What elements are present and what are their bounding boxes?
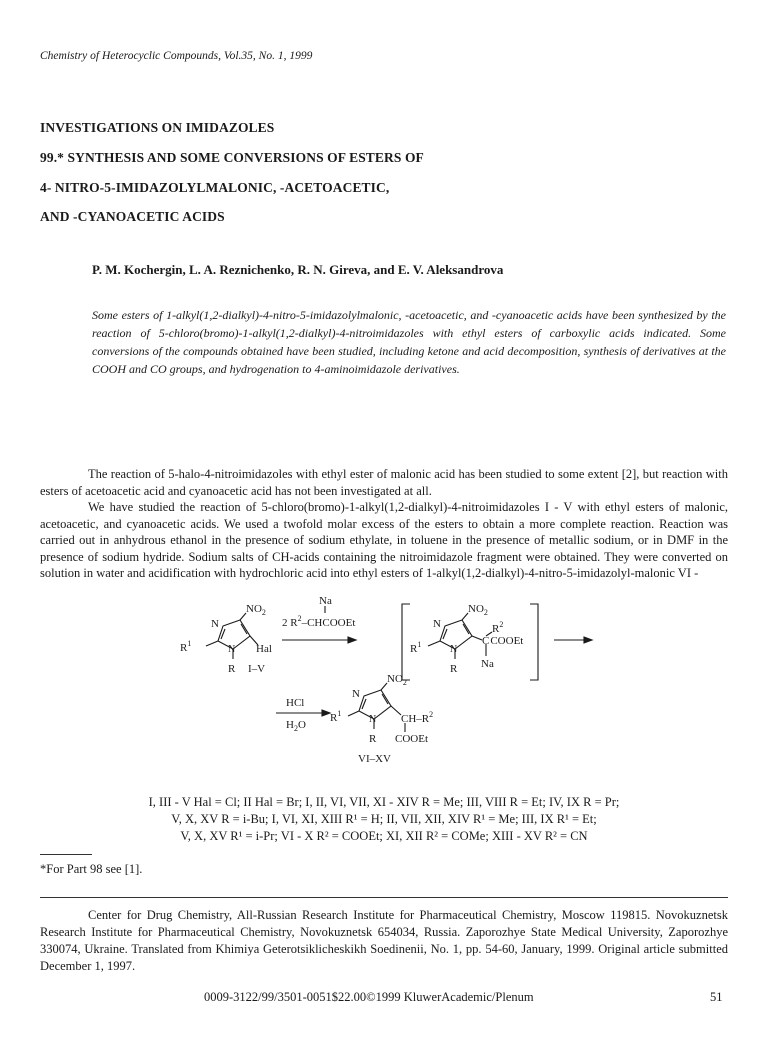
- scheme-legend-line-1: I, III - V Hal = Cl; II Hal = Br; I, II, VI, VII, XI - XIV R = Me; III, VIII R = Et; IV, IX R = Pr;: [148, 795, 620, 809]
- nitro-label: $NO_2$: [468, 603, 488, 617]
- title-line-3: 4- NITRO-5-IMIDAZOLYLMALONIC, -ACETOACETIC,: [40, 180, 390, 195]
- r1-label: $R^1$: [330, 709, 342, 724]
- product-cooet-label: COOEt: [395, 733, 428, 745]
- nitro-label: $NO_2$: [246, 603, 266, 617]
- scheme-legend-line-3: V, X, XV R¹ = i-Pr; VI - X R² = COOEt; XI, XII R² = COMe; XIII - XV R² = CN: [180, 829, 588, 843]
- r-label: R: [450, 663, 458, 675]
- bracket-left: [402, 604, 410, 680]
- r1-label: $R^1$: [180, 639, 192, 654]
- copyright-line: 0009-3122/99/3501-0051$22.00©1999 KluwerAcademic/Plenum: [204, 990, 534, 1004]
- sodium-label: Na: [481, 658, 494, 670]
- footnote: *For Part 98 see [1].: [40, 862, 143, 876]
- r1-label: $R^1$: [410, 640, 422, 655]
- scheme-legend-line-2: V, X, XV R = i-Bu; I, VI, XI, XIII R¹ = H; II, VII, XII, XIV R¹ = Me; III, IX R¹ = Et;: [171, 812, 597, 826]
- reagent-label: 2 $R^2$–CHCOOEt: [282, 614, 356, 629]
- affiliation-divider: [40, 897, 728, 898]
- r-label: R: [369, 733, 377, 745]
- paragraph-text: The reaction of 5-halo-4-nitroimidazoles with ethyl ester of malonic acid has been studied to some extent [2], but reaction with esters of acetoacetic acid and cyanoacetic acid has not been investigated at all.: [40, 467, 728, 498]
- reaction-scheme: [170, 596, 600, 776]
- ring-n-label: N: [433, 618, 441, 630]
- journal-header: Chemistry of Heterocyclic Compounds, Vol.35, No. 1, 1999: [40, 50, 313, 62]
- paragraph-text: We have studied the reaction of 5-chloro(bromo)-1-alkyl(1,2-dialkyl)-4-nitroimidazoles I - V with ethyl esters of malonic, acetoacetic, and cyanoacetic acids. We used a twofold molar excess of the esters to obtain a more complete reaction. Reaction was carried out in anhydrous ethanol in the presence of sodium ethylate, in toluene in the presence of metallic sodium, or in DMF in the presence of sodium hydride. Sodium salts of CH-acids containing the nitroimidazole fragment were obtained. They were converted on solution in water and acidification with hydrochloric acid into ethyl esters of 1-alkyl(1,2-dialkyl)-4-nitro-5-imidazolyl-malonic VI -: [40, 500, 728, 580]
- abstract: Some esters of 1-alkyl(1,2-dialkyl)-4-nitro-5-imidazolylmalonic, -acetoacetic, and -cyanoacetic acids have been synthesized by the reaction of 5-chloro(bromo)-1-alkyl(1,2-dialkyl)-4-nitroimidazoles with ethyl esters of carboxylic acids indicated. Some conversions of the compounds obtained have been studied, including ketone and acid decomposition, synthesis of derivatives at the COOH and CO groups, and hydrogenation to 4-aminoimidazole derivatives.: [92, 308, 726, 376]
- body-paragraph-1: [40, 466, 728, 499]
- title-line-1: INVESTIGATIONS ON IMIDAZOLES: [40, 120, 275, 135]
- bracket-right: [530, 604, 538, 680]
- compound-range-start: I–V: [248, 663, 266, 675]
- footnote-divider: [40, 854, 92, 855]
- nitro-label: $NO_2$: [387, 673, 407, 687]
- hcl-label: HCl: [286, 697, 305, 709]
- ring-n-label: N: [450, 644, 458, 655]
- ring-n-label: N: [352, 688, 360, 700]
- title-line-2: 99.* SYNTHESIS AND SOME CONVERSIONS OF ESTERS OF: [40, 150, 424, 165]
- ring-n-label: N: [228, 644, 236, 655]
- body-paragraph-2: [40, 499, 728, 582]
- affiliation-block: [40, 907, 728, 975]
- water-label: $H_2O$: [286, 719, 306, 733]
- ring-n-label: N: [369, 714, 377, 725]
- r2-label: $R^2$: [492, 620, 504, 635]
- title-line-4: AND -CYANOACETIC ACIDS: [40, 209, 225, 224]
- page-number: 51: [710, 990, 723, 1004]
- sodium-label: Na: [319, 596, 332, 607]
- author-list: P. M. Kochergin, L. A. Reznichenko, R. N. Gireva, and E. V. Aleksandrova: [92, 262, 504, 277]
- hal-label: Hal: [256, 643, 272, 655]
- ring-n-label: N: [211, 618, 219, 630]
- affiliation-text: Center for Drug Chemistry, All-Russian Research Institute for Pharmaceutical Chemistry, Moscow 119815. Novokuznetsk Research Institute for Pharmaceutical Chemistry, Novokuznetsk 654034, Russia. Zaporozhye State Medical University, Zaporozhye 330074, Ukraine. Translated from Khimiya Geterotsiklicheskikh Soedinenii, No. 1, pp. 54-60, January, 1999. Original article submitted December 1, 1997.: [40, 908, 728, 973]
- compound-range-product: VI–XV: [358, 753, 391, 765]
- ch-r2-label: $CH-R^2$: [401, 710, 434, 725]
- carbanion-label: CCOOEt: [482, 635, 524, 647]
- r-label: R: [228, 663, 236, 675]
